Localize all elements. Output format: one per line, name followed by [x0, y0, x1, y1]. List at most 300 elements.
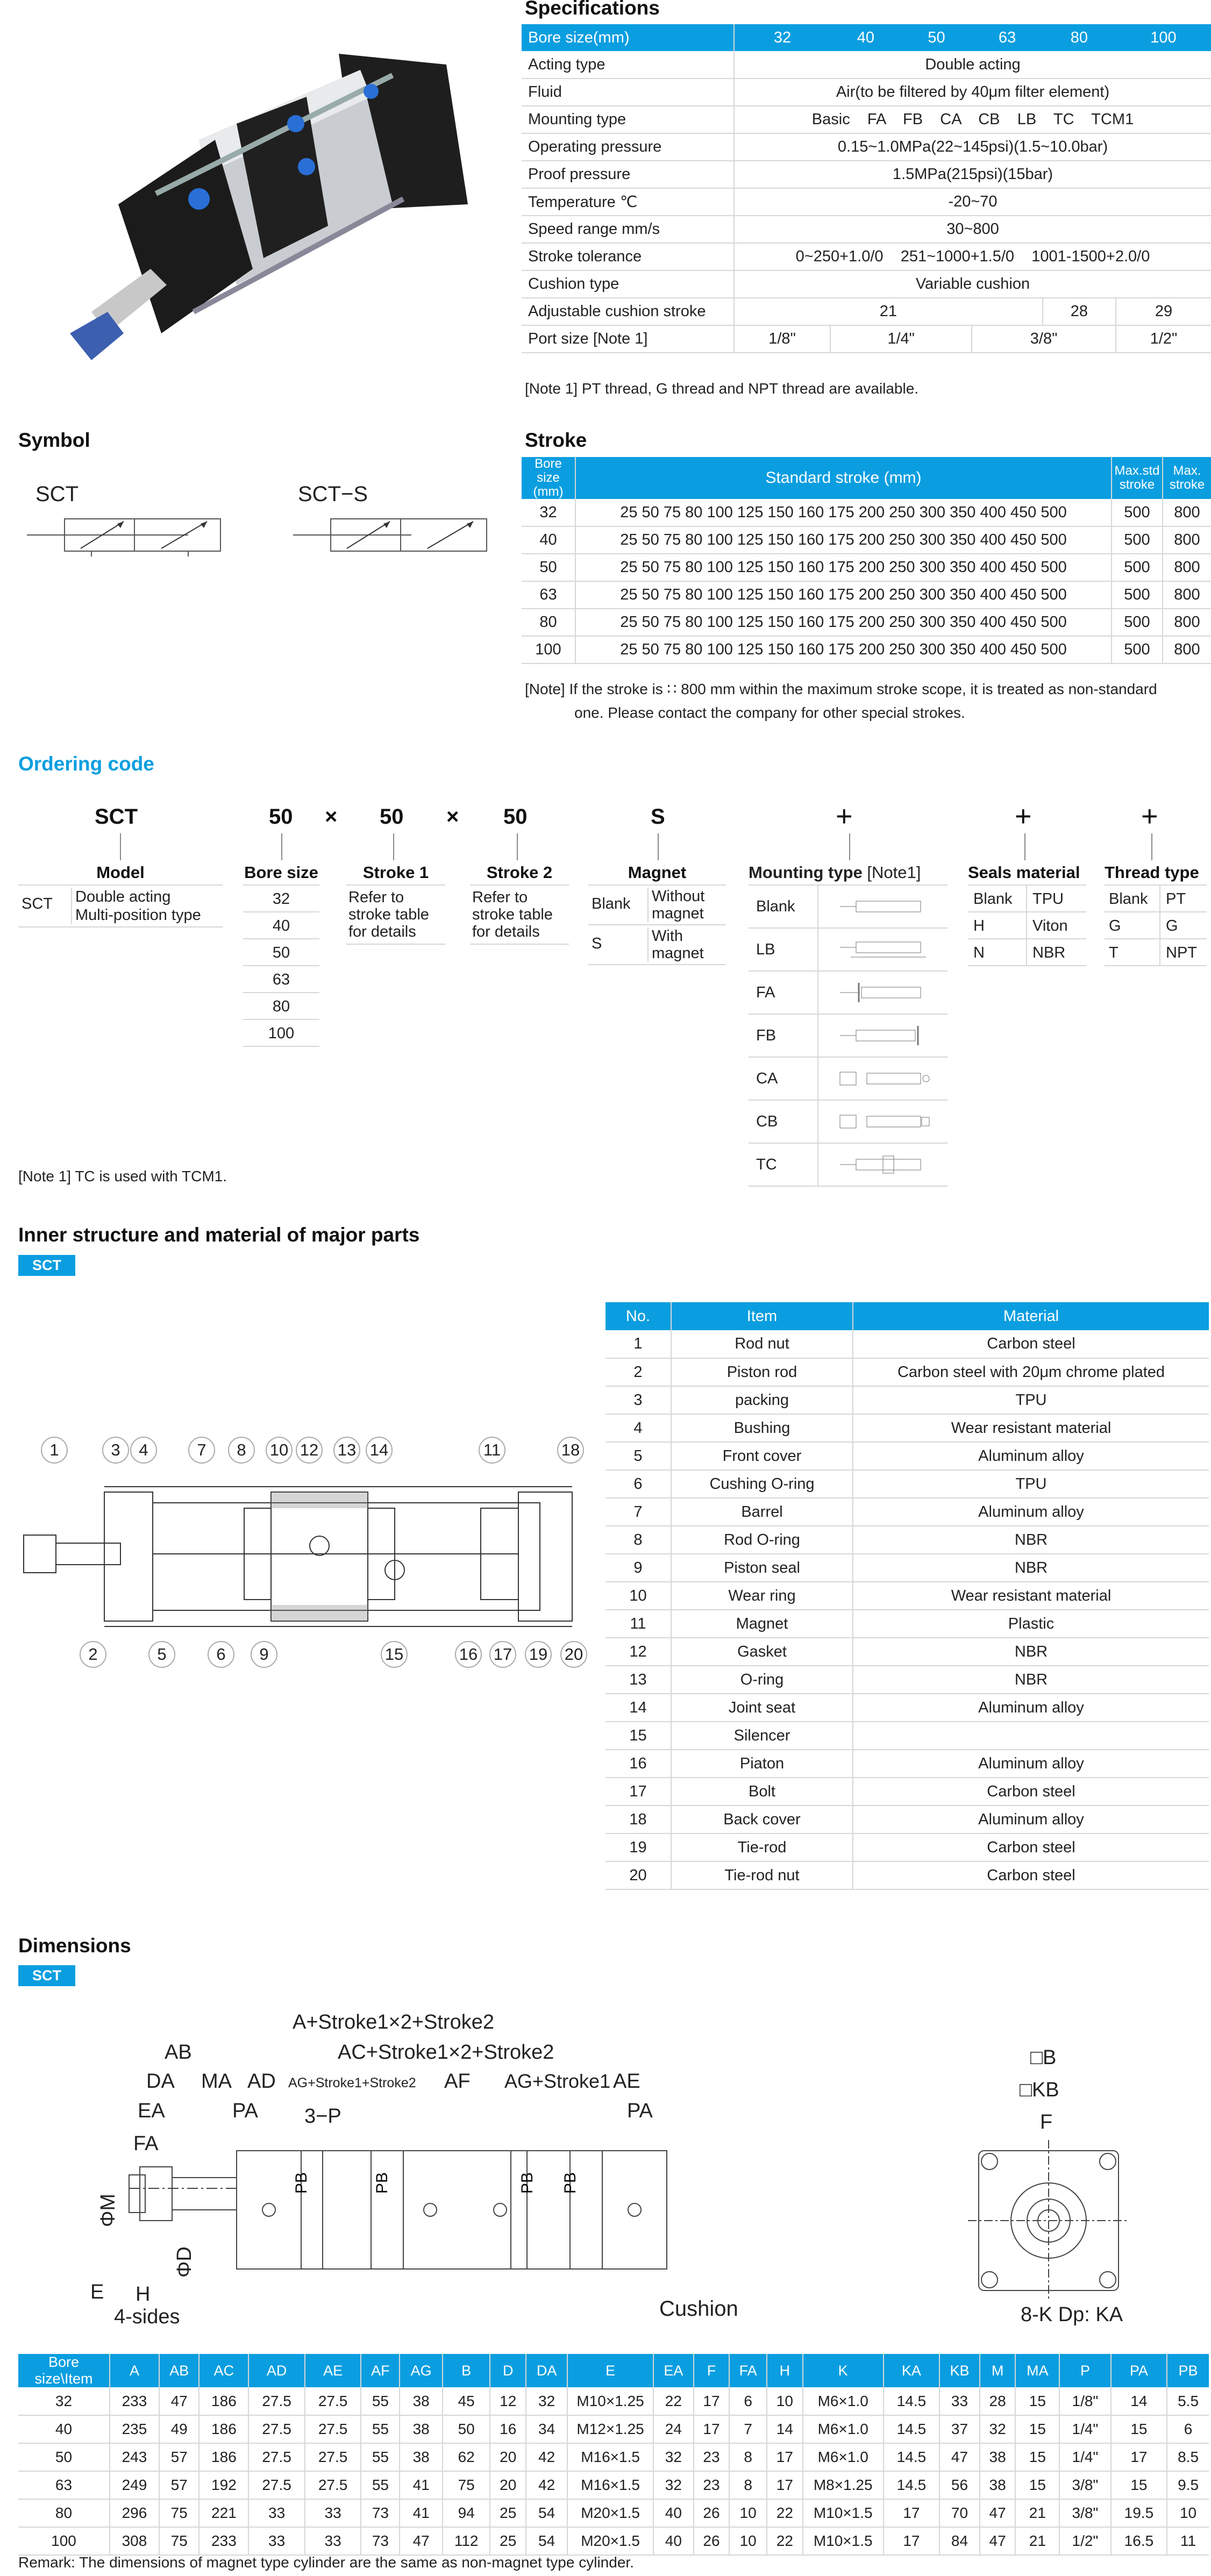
spec-row-port — [522, 325, 1211, 353]
materials-row — [606, 1554, 1209, 1582]
code-stroke1: 50 — [380, 805, 404, 829]
dim-head: EA — [653, 2354, 694, 2387]
code-x2: × — [446, 805, 459, 829]
dim-cell: 26 — [694, 2499, 730, 2527]
stroke2-head: Stroke 2 — [470, 863, 569, 886]
inner-section-drawing — [18, 1471, 588, 1640]
spec-row — [522, 161, 1211, 188]
spec-bore-80: 80 — [1043, 24, 1116, 51]
part-material: TPU — [853, 1386, 1209, 1414]
spec-label: Mounting type — [522, 106, 734, 133]
dim-label-f: F — [1040, 2111, 1053, 2133]
spec-bore-40: 40 — [830, 24, 901, 51]
mounting-row — [749, 1015, 948, 1058]
dim-cell: 16 — [490, 2415, 526, 2443]
dim-label-ma: MA — [201, 2070, 232, 2093]
materials-row — [606, 1442, 1209, 1470]
ordering-seals — [968, 863, 1086, 966]
magnet-with-2: magnet — [652, 945, 704, 962]
dim-cell: 3/8" — [1059, 2499, 1110, 2527]
dim-head: AD — [248, 2354, 305, 2387]
dim-label-kdp: 8-K Dp: KA — [1021, 2303, 1123, 2326]
part-item: Back cover — [671, 1806, 853, 1833]
dim-cell: M10×1.5 — [803, 2527, 884, 2555]
callout-20: 20 — [560, 1641, 587, 1668]
dim-label-kb: □KB — [1020, 2079, 1059, 2101]
spec-label: Temperature ℃ — [522, 188, 734, 216]
stroke-note-line2: one. Please contact the company for other special strokes. — [574, 704, 965, 721]
dim-cell: 186 — [199, 2443, 248, 2471]
dim-cell: 10 — [767, 2387, 803, 2415]
dim-head: PB — [1167, 2354, 1209, 2387]
spec-bore-63: 63 — [972, 24, 1043, 51]
stroke-head-max: Max. stroke — [1163, 457, 1211, 499]
ordering-title: Ordering code — [18, 753, 154, 775]
materials-head-item: Item — [671, 1302, 853, 1330]
dim-cell: 7 — [729, 2415, 767, 2443]
dim-cell: M20×1.5 — [567, 2499, 653, 2527]
mounting-row — [749, 1144, 948, 1187]
thread-type: PT — [1166, 890, 1186, 908]
materials-row — [606, 1750, 1209, 1778]
dim-cell: 100 — [18, 2527, 110, 2555]
part-item: Tie-rod nut — [671, 1861, 853, 1889]
bore-option: 50 — [243, 939, 319, 966]
inner-chip: SCT — [18, 1255, 75, 1276]
spec-row — [522, 79, 1211, 106]
dim-cell: 57 — [159, 2443, 200, 2471]
symbol-sct-drawing — [27, 511, 231, 562]
thread-code: T — [1105, 939, 1160, 965]
part-item: Tie-rod — [671, 1833, 853, 1861]
dim-cell: M6×1.0 — [803, 2443, 884, 2471]
bore-option: 32 — [243, 886, 319, 912]
dim-label-ea: EA — [138, 2100, 165, 2122]
dim-label-fa: FA — [133, 2132, 159, 2155]
dim-label-ab: AB — [165, 2041, 192, 2064]
dim-cell: 27.5 — [305, 2443, 361, 2471]
dim-head: AF — [361, 2354, 400, 2387]
stroke-max-std: 500 — [1112, 609, 1163, 636]
dim-cell: 33 — [305, 2527, 361, 2555]
dim-cell: 49 — [159, 2415, 200, 2443]
dim-head: FA — [729, 2354, 767, 2387]
seal-material: TPU — [1032, 890, 1064, 908]
materials-row — [606, 1386, 1209, 1414]
spec-label: Speed range mm/s — [522, 216, 734, 243]
spec-value: 0~250+1.0/0 251~1000+1.5/0 1001-1500+2.0/0 — [734, 243, 1211, 270]
part-no: 1 — [606, 1330, 671, 1358]
dim-cell: 9.5 — [1167, 2471, 1209, 2499]
bore-option: 40 — [243, 912, 319, 939]
dim-cell: 27.5 — [248, 2471, 305, 2499]
dim-cell: 47 — [939, 2443, 980, 2471]
part-item: Joint seat — [671, 1694, 853, 1722]
code-connectors — [0, 828, 1211, 866]
callout-19: 19 — [525, 1641, 552, 1668]
symbol-title: Symbol — [18, 429, 90, 451]
mounting-head: Mounting type — [749, 863, 863, 882]
dim-cell: 10 — [729, 2527, 767, 2555]
dim-cell: 1/4" — [1059, 2415, 1110, 2443]
part-item: Gasket — [671, 1638, 853, 1666]
stroke2-ref-1: Refer to — [472, 889, 528, 906]
ordering-magnet — [588, 863, 726, 965]
dim-cell: 33 — [305, 2499, 361, 2527]
dim-cell: 27.5 — [248, 2387, 305, 2415]
materials-table — [606, 1302, 1209, 1890]
dim-cell: 14.5 — [884, 2471, 940, 2499]
stroke2-ref-3: for details — [472, 923, 540, 940]
dim-cell: 235 — [110, 2415, 159, 2443]
dimensions-row — [18, 2471, 1209, 2499]
dim-label-3p: 3−P — [304, 2105, 341, 2128]
dimensions-chip: SCT — [18, 1965, 75, 1986]
part-item: Bushing — [671, 1414, 853, 1442]
part-material: Aluminum alloy — [853, 1750, 1209, 1778]
dim-label-pa-right: PA — [627, 2100, 653, 2122]
magnet-without-2: magnet — [652, 905, 704, 922]
code-plus-seal: + — [1015, 800, 1032, 832]
stroke-max: 800 — [1163, 636, 1211, 663]
part-material: Aluminum alloy — [853, 1498, 1209, 1526]
dim-cell: 112 — [443, 2527, 490, 2555]
spec-row — [522, 133, 1211, 161]
spec-value: Double acting — [734, 51, 1211, 79]
code-magnet: S — [651, 805, 665, 829]
stroke-max: 800 — [1163, 609, 1211, 636]
dim-cell: 40 — [18, 2415, 110, 2443]
code-plus-mounting: + — [836, 800, 853, 832]
dim-cell: 221 — [199, 2499, 248, 2527]
dim-cell: 33 — [248, 2499, 305, 2527]
dim-cell: 42 — [526, 2471, 567, 2499]
dim-cell: 40 — [653, 2527, 694, 2555]
spec-label: Proof pressure — [522, 161, 734, 188]
dim-cell: 186 — [199, 2415, 248, 2443]
mounting-row — [749, 886, 948, 929]
spec-value: Basic FA FB CA CB LB TC TCM1 — [734, 106, 1211, 133]
spec-value: 28 — [1043, 298, 1116, 325]
spec-row — [522, 106, 1211, 133]
spec-value: 1/4" — [830, 325, 972, 353]
spec-header-label: Bore size(mm) — [522, 24, 734, 51]
seal-code: N — [968, 939, 1027, 965]
part-no: 12 — [606, 1638, 671, 1666]
mounting-icon — [829, 1025, 937, 1046]
part-no: 17 — [606, 1778, 671, 1806]
spec-label: Operating pressure — [522, 133, 734, 161]
dim-cell: 192 — [199, 2471, 248, 2499]
mounting-code: TC — [749, 1144, 818, 1186]
callout-11: 11 — [479, 1437, 505, 1464]
part-no: 5 — [606, 1442, 671, 1470]
dim-head: PA — [1111, 2354, 1167, 2387]
dim-cell: 17 — [884, 2527, 940, 2555]
dim-cell: 8.5 — [1167, 2443, 1209, 2471]
seal-code: H — [968, 912, 1027, 938]
materials-row — [606, 1861, 1209, 1889]
dim-cell: 42 — [526, 2443, 567, 2471]
dim-cell: 1/2" — [1059, 2527, 1110, 2555]
code-stroke2: 50 — [503, 805, 528, 829]
dim-head: E — [567, 2354, 653, 2387]
spec-bore-50: 50 — [901, 24, 972, 51]
ordering-stroke2 — [470, 863, 569, 945]
part-no: 2 — [606, 1358, 671, 1386]
dim-cell: 14.5 — [884, 2387, 940, 2415]
dim-cell: 21 — [1015, 2499, 1059, 2527]
dim-cell: 17 — [694, 2415, 730, 2443]
materials-row — [606, 1358, 1209, 1386]
part-material: NBR — [853, 1638, 1209, 1666]
stroke-values: 25 50 75 80 100 125 150 160 175 200 250 300 350 400 450 500 — [575, 581, 1112, 609]
dim-head: AE — [305, 2354, 361, 2387]
inner-title: Inner structure and material of major parts — [18, 1224, 420, 1246]
dimension-front-drawing — [968, 2140, 1129, 2304]
spec-label: Stroke tolerance — [522, 243, 734, 270]
dim-head: P — [1059, 2354, 1110, 2387]
part-item: packing — [671, 1386, 853, 1414]
stroke-values: 25 50 75 80 100 125 150 160 175 200 250 300 350 400 450 500 — [575, 636, 1112, 663]
dim-label-pa-left: PA — [232, 2100, 258, 2122]
symbol-sct-label: SCT — [35, 482, 79, 506]
part-no: 8 — [606, 1526, 671, 1554]
mounting-icon — [829, 896, 937, 917]
part-material: Plastic — [853, 1610, 1209, 1638]
stroke-max: 800 — [1163, 526, 1211, 554]
dim-label-ag1: AG+Stroke1+Stroke2 — [288, 2075, 416, 2090]
part-no: 15 — [606, 1722, 671, 1750]
spec-row — [522, 51, 1211, 79]
dim-cell: 38 — [980, 2471, 1016, 2499]
symbol-scts-label: SCT−S — [298, 482, 368, 506]
dim-cell: 14.5 — [884, 2443, 940, 2471]
part-item: Rod O-ring — [671, 1526, 853, 1554]
part-material: NBR — [853, 1554, 1209, 1582]
part-material: Carbon steel — [853, 1861, 1209, 1889]
callout-16: 16 — [455, 1641, 482, 1668]
callout-2: 2 — [80, 1641, 106, 1668]
dim-head: KB — [939, 2354, 980, 2387]
stroke-row — [522, 609, 1211, 636]
stroke-title: Stroke — [525, 429, 587, 451]
dim-cell: 23 — [694, 2443, 730, 2471]
dim-cell: M16×1.5 — [567, 2471, 653, 2499]
mounting-row — [749, 972, 948, 1015]
dim-cell: 55 — [361, 2471, 400, 2499]
dim-cell: 63 — [18, 2471, 110, 2499]
dim-cell: M6×1.0 — [803, 2387, 884, 2415]
dimensions-header — [18, 2354, 1209, 2387]
dimension-side-drawing — [81, 2059, 694, 2320]
dim-cell: 16.5 — [1111, 2527, 1167, 2555]
materials-row — [606, 1778, 1209, 1806]
stroke-bore: 80 — [522, 609, 575, 636]
dim-cell: M20×1.5 — [567, 2527, 653, 2555]
callout-12: 12 — [296, 1437, 323, 1464]
part-item: Magnet — [671, 1610, 853, 1638]
dim-head: D — [490, 2354, 526, 2387]
dim-cell: 54 — [526, 2499, 567, 2527]
magnet-head: Magnet — [588, 863, 726, 886]
part-item: Piaton — [671, 1750, 853, 1778]
part-item: Front cover — [671, 1442, 853, 1470]
dim-head: H — [767, 2354, 803, 2387]
dim-cell: 15 — [1015, 2443, 1059, 2471]
dim-cell: 41 — [400, 2499, 442, 2527]
dim-cell: 14 — [1111, 2387, 1167, 2415]
dim-label-ac: AC+Stroke1×2+Stroke2 — [338, 2041, 554, 2064]
part-no: 4 — [606, 1414, 671, 1442]
part-no: 16 — [606, 1750, 671, 1778]
dim-cell: M12×1.25 — [567, 2415, 653, 2443]
dimensions-title: Dimensions — [18, 1935, 131, 1957]
thread-code: Blank — [1105, 886, 1160, 911]
dim-cell: 38 — [980, 2443, 1016, 2471]
dim-cell: 17 — [884, 2499, 940, 2527]
stroke-values: 25 50 75 80 100 125 150 160 175 200 250 300 350 400 450 500 — [575, 526, 1112, 554]
materials-head-no: No. — [606, 1302, 671, 1330]
part-no: 9 — [606, 1554, 671, 1582]
materials-row — [606, 1806, 1209, 1833]
part-item: Barrel — [671, 1498, 853, 1526]
mounting-icon — [829, 982, 937, 1003]
specifications-title: Specifications — [525, 0, 660, 19]
dim-cell: 27.5 — [248, 2415, 305, 2443]
materials-row — [606, 1722, 1209, 1750]
dim-label-sides: 4-sides — [114, 2306, 180, 2328]
mounting-row — [749, 1101, 948, 1144]
stroke-max-std: 500 — [1112, 636, 1163, 663]
dim-cell: 73 — [361, 2527, 400, 2555]
dim-cell: 37 — [939, 2415, 980, 2443]
stroke-table — [522, 457, 1211, 664]
model-code: SCT — [18, 888, 72, 924]
spec-row — [522, 270, 1211, 298]
stroke1-head: Stroke 1 — [346, 863, 445, 886]
spec-bore-32: 32 — [734, 24, 830, 51]
mounting-code: LB — [749, 929, 818, 971]
dim-head: Bore size\Item — [18, 2354, 110, 2387]
part-item: Silencer — [671, 1722, 853, 1750]
stroke-bore: 100 — [522, 636, 575, 663]
dim-cell: 5.5 — [1167, 2387, 1209, 2415]
stroke-bore: 50 — [522, 554, 575, 581]
dim-label-da: DA — [146, 2070, 175, 2093]
materials-row — [606, 1610, 1209, 1638]
dim-cell: M10×1.5 — [803, 2499, 884, 2527]
dim-cell: 70 — [939, 2499, 980, 2527]
spec-value: 29 — [1116, 298, 1211, 325]
stroke-values: 25 50 75 80 100 125 150 160 175 200 250 300 350 400 450 500 — [575, 554, 1112, 581]
dim-cell: 22 — [653, 2387, 694, 2415]
mounting-row — [749, 1058, 948, 1101]
dim-cell: 24 — [653, 2415, 694, 2443]
dim-cell: 38 — [400, 2443, 442, 2471]
dim-cell: 75 — [159, 2499, 200, 2527]
dim-cell: 33 — [248, 2527, 305, 2555]
callout-7: 7 — [188, 1437, 215, 1464]
ordering-mounting — [749, 863, 948, 1187]
dim-cell: 94 — [443, 2499, 490, 2527]
spec-label: Acting type — [522, 51, 734, 79]
part-item: Bolt — [671, 1778, 853, 1806]
dim-head: F — [694, 2354, 730, 2387]
mounting-icon — [829, 939, 937, 960]
dim-cell: 47 — [980, 2499, 1016, 2527]
bore-head: Bore size — [243, 863, 319, 886]
specifications-note: [Note 1] PT thread, G thread and NPT thread are available. — [525, 380, 919, 397]
part-no: 10 — [606, 1582, 671, 1610]
stroke-row — [522, 526, 1211, 554]
stroke-values: 25 50 75 80 100 125 150 160 175 200 250 300 350 400 450 500 — [575, 609, 1112, 636]
callout-13: 13 — [333, 1437, 360, 1464]
mounting-code: CA — [749, 1058, 818, 1100]
dim-cell: 32 — [653, 2443, 694, 2471]
ordering-bore — [243, 863, 319, 1047]
dim-label-phid: ΦD — [173, 2246, 196, 2278]
callout-6: 6 — [208, 1641, 234, 1668]
magnet-s: S — [588, 927, 649, 962]
dim-cell: 8 — [729, 2443, 767, 2471]
stroke-bore: 40 — [522, 526, 575, 554]
stroke-row — [522, 636, 1211, 663]
dim-cell: 32 — [526, 2387, 567, 2415]
spec-value: 3/8" — [972, 325, 1116, 353]
part-material: NBR — [853, 1666, 1209, 1694]
spec-value: 30~800 — [734, 216, 1211, 243]
seal-code: Blank — [968, 886, 1027, 911]
dim-cell: M16×1.5 — [567, 2443, 653, 2471]
dim-cell: 50 — [443, 2415, 490, 2443]
product-photo — [59, 32, 500, 376]
spec-value: Air(to be filtered by 40μm filter element) — [734, 79, 1211, 106]
materials-row — [606, 1833, 1209, 1861]
dim-label-af: AF — [444, 2070, 471, 2093]
dim-cell: 28 — [980, 2387, 1016, 2415]
dim-cell: 17 — [1111, 2443, 1167, 2471]
dim-cell: 233 — [199, 2527, 248, 2555]
dim-cell: 41 — [400, 2471, 442, 2499]
dim-cell: M6×1.0 — [803, 2415, 884, 2443]
dim-head: AC — [199, 2354, 248, 2387]
dim-head: KA — [884, 2354, 940, 2387]
dim-cell: 45 — [443, 2387, 490, 2415]
dim-cell: 14.5 — [884, 2415, 940, 2443]
dim-cell: 47 — [980, 2527, 1016, 2555]
part-no: 3 — [606, 1386, 671, 1414]
spec-header-row — [522, 24, 1211, 51]
part-material: TPU — [853, 1470, 1209, 1498]
part-material: Carbon steel — [853, 1778, 1209, 1806]
dimensions-table — [18, 2354, 1209, 2556]
materials-row — [606, 1694, 1209, 1722]
dim-cell: 57 — [159, 2471, 200, 2499]
dim-cell: 17 — [767, 2443, 803, 2471]
part-material: Wear resistant material — [853, 1414, 1209, 1442]
stroke-row — [522, 499, 1211, 526]
part-material: Aluminum alloy — [853, 1442, 1209, 1470]
dim-cell: 25 — [490, 2527, 526, 2555]
dim-cell: 27.5 — [305, 2415, 361, 2443]
callout-9: 9 — [251, 1641, 277, 1668]
part-no: 7 — [606, 1498, 671, 1526]
part-material: NBR — [853, 1526, 1209, 1554]
spec-row-adjustable — [522, 298, 1211, 325]
dimensions-remark: Remark: The dimensions of magnet type cylinder are the same as non-magnet type cylinder. — [18, 2554, 634, 2571]
dim-label-ae: AE — [613, 2070, 640, 2093]
